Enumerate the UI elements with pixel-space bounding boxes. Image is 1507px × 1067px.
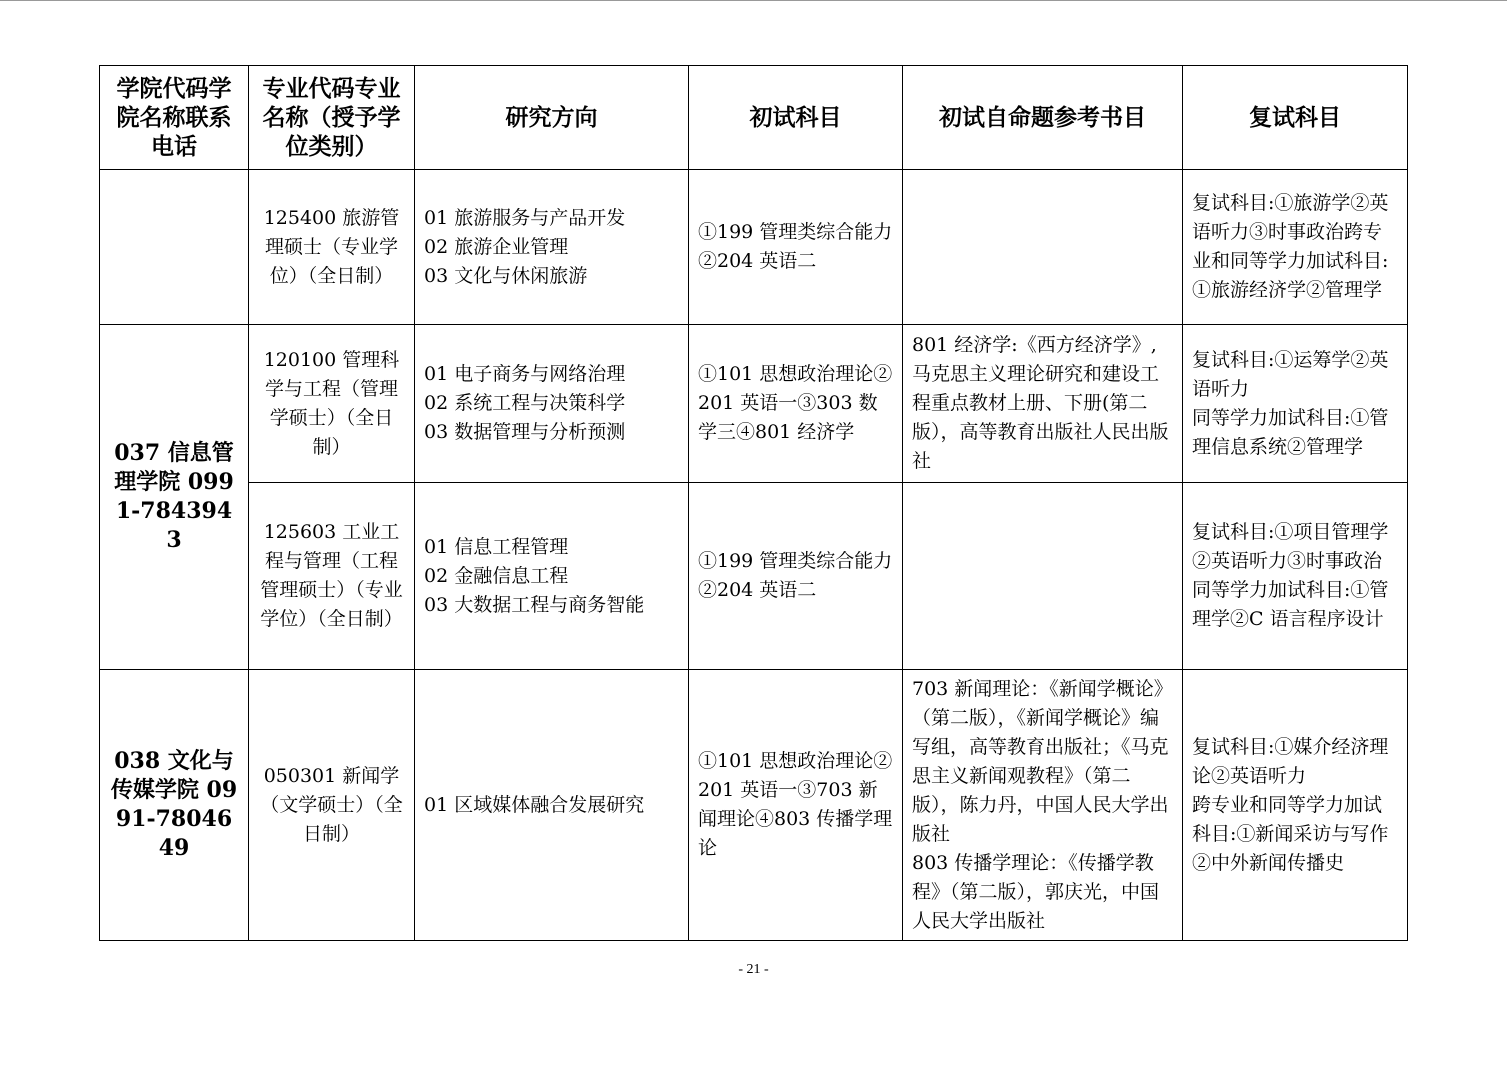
- books-cell: [903, 170, 1183, 325]
- admissions-table: [99, 65, 1408, 941]
- top-rule: [0, 0, 1507, 1]
- page-number: - 21 -: [738, 962, 769, 977]
- retest-cell: 复试科目:①项目管理学②英语听力③时事政治 同等学力加试科目:①管理学②C 语言程序设计: [1183, 483, 1408, 670]
- table-row: [100, 170, 1408, 325]
- college-cell: 038 文化与传媒学院 0991-7804649: [100, 670, 249, 941]
- direction-cell: 01 信息工程管理 02 金融信息工程 03 大数据工程与商务智能: [415, 483, 689, 670]
- exam-cell: ①199 管理类综合能力②204 英语二: [689, 483, 903, 670]
- major-cell: 050301 新闻学（文学硕士）（全日制）: [249, 670, 415, 941]
- college-cell: 037 信息管理学院 0991-7843943: [100, 325, 249, 670]
- direction-cell: 01 区域媒体融合发展研究: [415, 670, 689, 941]
- books-cell: [903, 483, 1183, 670]
- retest-cell: 复试科目:①运筹学②英语听力 同等学力加试科目:①管理信息系统②管理学: [1183, 325, 1408, 483]
- table-row: [100, 325, 1408, 483]
- retest-cell: 复试科目:①媒介经济理论②英语听力 跨专业和同等学力加试科目:①新闻采访与写作②中外新闻传播史: [1183, 670, 1408, 941]
- table-row: [100, 483, 1408, 670]
- major-cell: 125400 旅游管理硕士（专业学位）（全日制）: [249, 170, 415, 325]
- retest-cell: 复试科目:①旅游学②英语听力③时事政治跨专业和同等学力加试科目:①旅游经济学②管理学: [1183, 170, 1408, 325]
- header-direction: 研究方向: [415, 66, 689, 170]
- header-retest: 复试科目: [1183, 66, 1408, 170]
- major-cell: 120100 管理科学与工程（管理学硕士）（全日制）: [249, 325, 415, 483]
- exam-cell: ①199 管理类综合能力②204 英语二: [689, 170, 903, 325]
- header-books: 初试自命题参考书目: [903, 66, 1183, 170]
- table-row: [100, 670, 1408, 941]
- header-college: 学院代码学院名称联系电话: [100, 66, 249, 170]
- books-cell: 703 新闻理论：《新闻学概论》（第二版），《新闻学概论》编写组，高等教育出版社；《马克思主义新闻观教程》（第二版），陈力丹，中国人民大学出版社 803 传播学理论：《传播学教程》（第二版），郭庆光，中国人民大学出版社: [903, 670, 1183, 941]
- exam-cell: ①101 思想政治理论②201 英语一③703 新闻理论④803 传播学理论: [689, 670, 903, 941]
- direction-cell: 01 旅游服务与产品开发 02 旅游企业管理 03 文化与休闲旅游: [415, 170, 689, 325]
- header-exam: 初试科目: [689, 66, 903, 170]
- books-cell: 801 经济学:《西方经济学》,马克思主义理论研究和建设工程重点教材上册、下册(第二版），高等教育出版社人民出版社: [903, 325, 1183, 483]
- direction-cell: 01 电子商务与网络治理 02 系统工程与决策科学 03 数据管理与分析预测: [415, 325, 689, 483]
- exam-cell: ①101 思想政治理论②201 英语一③303 数学三④801 经济学: [689, 325, 903, 483]
- header-major: 专业代码专业名称（授予学位类别）: [249, 66, 415, 170]
- college-cell: [100, 170, 249, 325]
- header-row: [100, 66, 1408, 170]
- major-cell: 125603 工业工程与管理（工程管理硕士）（专业学位）（全日制）: [249, 483, 415, 670]
